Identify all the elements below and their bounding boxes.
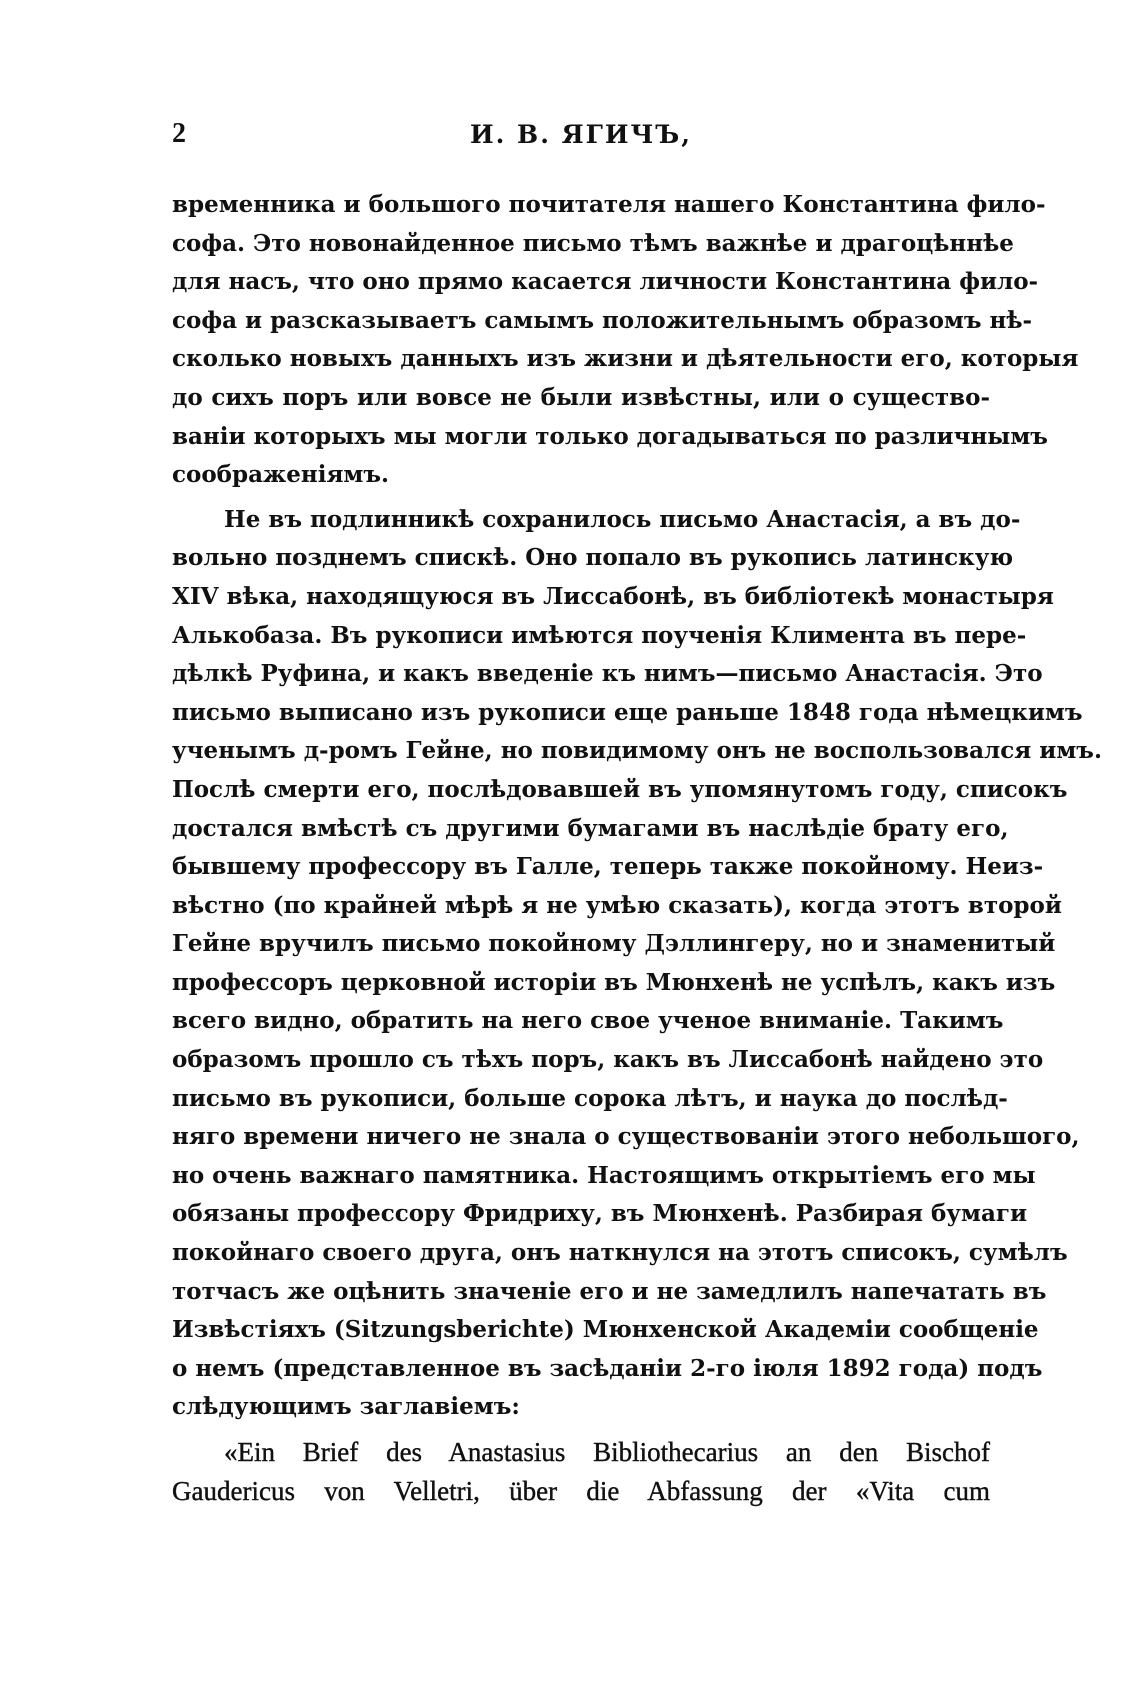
text-line: письмо выписано изъ рукописи еще раньше 1848 года нѣмецкимъ	[172, 698, 1083, 726]
text-line: временника и большого почитателя нашего Константина фило-	[172, 191, 1046, 218]
text-line: всего видно, обратить на него свое ученое вниманіе. Такимъ	[172, 1007, 1004, 1035]
paragraph-1	[172, 186, 1079, 495]
text-line: Gaudericus von Velletri, über die Abfassung der «Vita cum	[172, 1475, 990, 1506]
text-line: дѣлкѣ Руфина, и какъ введеніе къ нимъ—письмо Анастасія. Это	[172, 660, 1043, 688]
text-line: соображеніямъ.	[172, 461, 390, 489]
text-line: образомъ прошло съ тѣхъ поръ, какъ въ Лиссабонѣ найдено это	[172, 1046, 1044, 1074]
page-header	[172, 118, 990, 158]
text-line: XIV вѣка, находящуюся въ Лиссабонѣ, въ библіотекѣ монастыря	[172, 582, 1054, 610]
text-line: покойнаго своего друга, онъ наткнулся на этотъ списокъ, сумѣлъ	[172, 1239, 1068, 1267]
text-line: о немъ (представленное въ засѣданіи 2-го іюля 1892 года) подъ	[172, 1354, 1043, 1382]
text-line: Гейне вручилъ письмо покойному Дэллингеру, но и знаменитый	[172, 930, 1056, 958]
text-line: вольно позднемъ спискѣ. Оно попало въ рукопись латинскую	[172, 544, 1014, 572]
text-line: софа. Это новонайденное письмо тѣмъ важнѣе и драгоцѣннѣе	[172, 229, 1014, 257]
text-line: софа и разсказываетъ самымъ положительнымъ образомъ нѣ-	[172, 306, 1033, 334]
text-line: Алькобаза. Въ рукописи имѣются поученія Климента въ пере-	[172, 621, 1027, 649]
text-line: тотчасъ же оцѣнить значеніе его и не замедлилъ напечатать въ	[172, 1277, 1047, 1305]
text-line: бывшему профессору въ Галле, теперь также покойному. Неиз-	[172, 853, 1044, 881]
text-line: няго времени ничего не знала о существованіи этого небольшого,	[172, 1123, 1080, 1151]
text-line: но очень важнаго памятника. Настоящимъ открытіемъ его мы	[172, 1161, 1036, 1189]
page-number: 2	[172, 118, 186, 149]
body-text	[172, 186, 1102, 1510]
text-line: «Ein Brief des Anastasius Bibliothecarius an den Bischof	[224, 1437, 990, 1467]
text-line: обязаны профессору Фридриху, въ Мюнхенѣ. Разбирая бумаги	[172, 1200, 1028, 1228]
text-line: достался вмѣстѣ съ другими бумагами въ наслѣдіе брату его,	[172, 814, 1009, 842]
text-line: профессоръ церковной исторіи въ Мюнхенѣ не успѣлъ, какъ изъ	[172, 968, 1056, 996]
text-line: Не въ подлинникѣ сохранилось письмо Анастасія, а въ до-	[224, 505, 1021, 533]
text-line: сколько новыхъ данныхъ изъ жизни и дѣятельности его, которыя	[172, 345, 1079, 373]
paragraph-3	[172, 1433, 990, 1510]
text-line: Послѣ смерти его, послѣдовавшей въ упомянутомъ году, списокъ	[172, 775, 1068, 803]
running-title: И. В. ЯГИЧЪ,	[470, 120, 692, 149]
text-line: для насъ, что оно прямо касается личности Константина фило-	[172, 268, 1039, 296]
text-line: Извѣстіяхъ (Sitzungsberichte) Мюнхенской Академіи сообщеніе	[172, 1316, 1039, 1344]
text-line: до сихъ поръ или вовсе не были извѣстны, или о существо-	[172, 383, 990, 411]
text-line: слѣдующимъ заглавіемъ:	[172, 1393, 520, 1421]
text-line: ваніи которыхъ мы могли только догадываться по различнымъ	[172, 422, 1048, 450]
paragraph-2	[172, 501, 1102, 1427]
text-line: вѣстно (по крайней мѣрѣ я не умѣю сказать), когда этотъ второй	[172, 891, 1062, 919]
text-line: ученымъ д-ромъ Гейне, но повидимому онъ не воспользовался имъ.	[172, 737, 1102, 765]
text-line: письмо въ рукописи, больше сорока лѣтъ, и наука до послѣд-	[172, 1084, 1008, 1112]
